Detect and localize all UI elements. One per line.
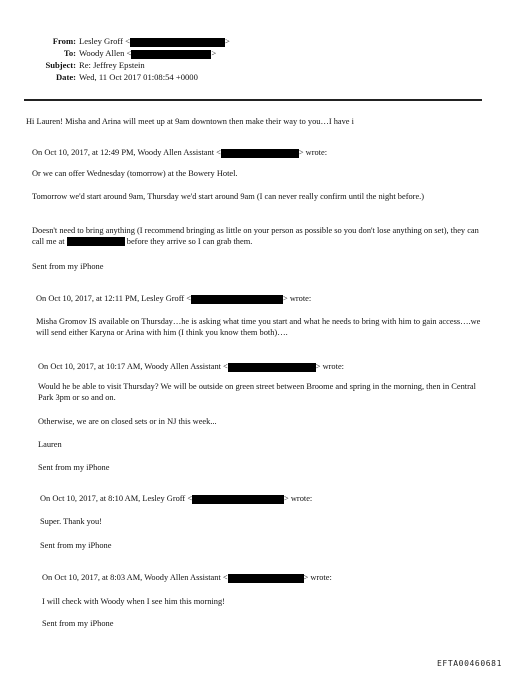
redaction-box (191, 295, 283, 304)
quote-5-paragraph-1: I will check with Woody when I see him this morning! (42, 597, 225, 606)
redaction-box (228, 363, 316, 372)
to-label: To: (63, 48, 76, 58)
quote-4-signature: Sent from my iPhone (40, 541, 112, 550)
from-line: From: Lesley Groff < > (18, 36, 230, 47)
redaction-box (221, 149, 299, 158)
date-value: Wed, 11 Oct 2017 01:08:54 +0000 (79, 72, 198, 82)
quote-1-signature: Sent from my iPhone (32, 262, 104, 271)
redaction-box (192, 495, 284, 504)
redaction-box (130, 38, 225, 47)
quote-4-paragraph-1: Super. Thank you! (40, 517, 102, 526)
quote-3-paragraph-1: Would he be able to visit Thursday? We will be outside on green street between Broome and spring in the morning, then in Central Park 3pm or so and on. (38, 382, 476, 402)
subject-value: Re: Jeffrey Epstein (79, 60, 145, 70)
quote-1-paragraph-3: Doesn't need to bring anything (I recommend bringing as little on your person as possible so you don't lose anything on set), they can call me at before they arrive so I can grab them. (32, 226, 479, 246)
subject-label: Subject: (45, 60, 76, 70)
document-id: EFTA00460681 (437, 659, 502, 668)
quote-3-paragraph-2: Otherwise, we are on closed sets or in NJ this week... (38, 417, 217, 426)
quote-header-2: On Oct 10, 2017, at 12:11 PM, Lesley Groff < > wrote: (36, 294, 312, 303)
quote-3-name: Lauren (38, 440, 62, 449)
quote-5-signature: Sent from my iPhone (42, 619, 114, 628)
from-value: Lesley Groff < (79, 36, 130, 46)
date-label: Date: (55, 72, 76, 82)
to-line: To: Woody Allen < > (18, 48, 216, 59)
intro-text: Hi Lauren! Misha and Arina will meet up at 9am downtown then make their way to you…I have i (26, 117, 354, 126)
redaction-box (67, 237, 125, 246)
quote-header-3: On Oct 10, 2017, at 10:17 AM, Woody Allen Assistant < > wrote: (38, 362, 344, 371)
subject-line (18, 60, 145, 70)
quote-1-paragraph-1: Or we can offer Wednesday (tomorrow) at the Bowery Hotel. (32, 169, 238, 178)
to-value: Woody Allen < (79, 48, 132, 58)
quote-2-paragraph-1: Misha Gromov IS available on Thursday…he is asking what time you start and what he needs to bring with him to gain access….we will send either Karyna or Arina with him (I think you know them both)…. (36, 317, 481, 337)
quote-header-1: On Oct 10, 2017, at 12:49 PM, Woody Allen Assistant < > wrote: (32, 148, 328, 157)
header-divider (24, 99, 482, 101)
date-line (18, 72, 198, 82)
quote-1-paragraph-2: Tomorrow we'd start around 9am, Thursday we'd start around 9am (I can never really confirm until the night before.) (32, 192, 425, 201)
quote-header-5: On Oct 10, 2017, at 8:03 AM, Woody Allen Assistant < > wrote: (42, 573, 332, 582)
quote-3-signature: Sent from my iPhone (38, 463, 110, 472)
quote-header-4: On Oct 10, 2017, at 8:10 AM, Lesley Groff < > wrote: (40, 494, 313, 503)
from-label: From: (52, 36, 76, 46)
redaction-box (131, 50, 211, 59)
redaction-box (228, 574, 304, 583)
